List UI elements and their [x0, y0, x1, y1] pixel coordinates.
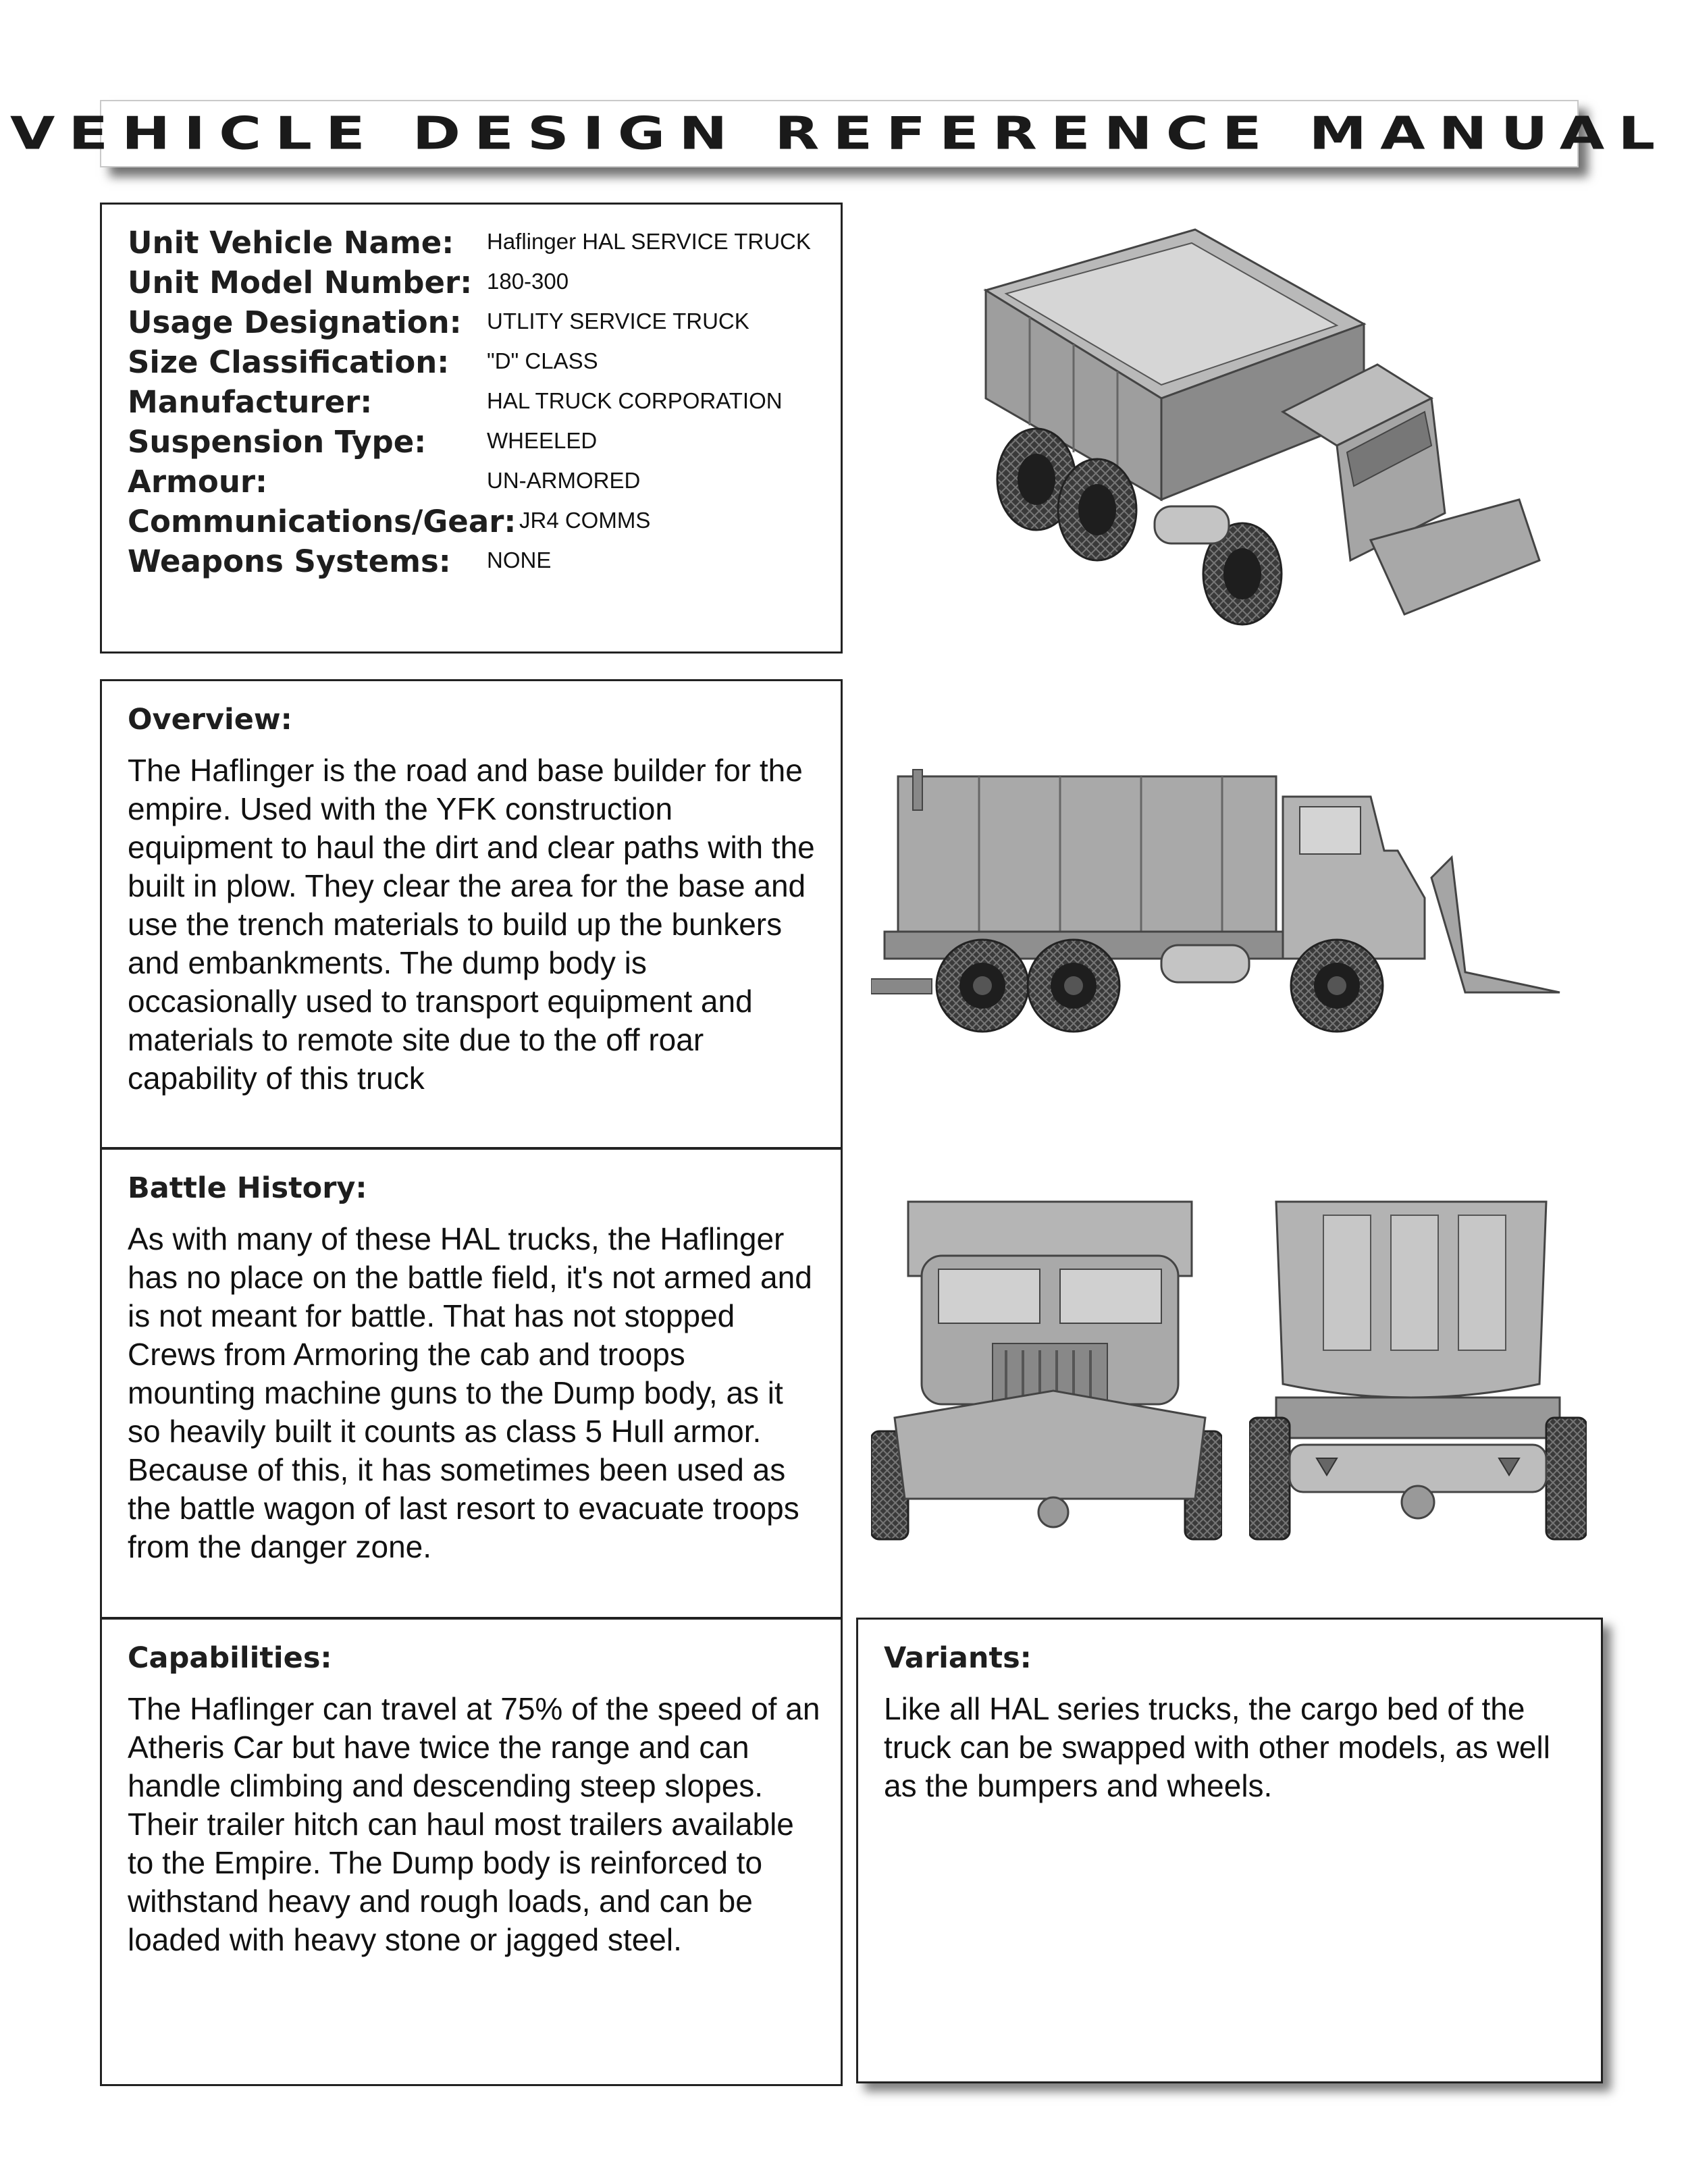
truck-isometric-illustration: [959, 223, 1553, 641]
battle-history-text: As with many of these HAL trucks, the Haflinger has no place on the battle field, it's not armed and is not meant for battle. That has not stopped Crews from Armoring the cab and troops mounting machine guns to the Dump body, as it so heavily built it counts as class 5 Hull armor. Because of this, it has sometimes been used as the battle wagon of last resort to evacuate troops from the danger zone.: [128, 1221, 812, 1564]
truck-side-view-illustration: [871, 756, 1587, 1046]
spec-value: UTLITY SERVICE TRUCK: [487, 309, 749, 334]
spec-value: WHEELED: [487, 428, 598, 453]
spec-value: JR4 COMMS: [519, 508, 651, 533]
page-title: VEHICLE DESIGN REFERENCE MANUAL: [9, 107, 1669, 160]
spec-label: Usage Designation:: [128, 304, 462, 340]
capabilities-text: The Haflinger can travel at 75% of the speed of an Atheris Car but have twice the range and can handle climbing and descending steep slopes. Their trailer hitch can haul most trailers available to the Empire. The Dump body is reinforced to withstand heavy and rough loads, and can be loaded with heavy stone or jagged steel.: [128, 1691, 820, 1957]
spec-value: HAL TRUCK CORPORATION: [487, 388, 783, 413]
battle-history-heading: Battle History:: [128, 1171, 367, 1205]
spec-value: UN-ARMORED: [487, 468, 641, 493]
spec-value: NONE: [487, 548, 552, 572]
spec-label: Armour:: [128, 464, 268, 500]
variants-heading: Variants:: [884, 1641, 1032, 1675]
specs-box: [100, 203, 843, 654]
overview-box: [100, 679, 843, 1149]
capabilities-heading: Capabilities:: [128, 1641, 332, 1675]
spec-value: "D" CLASS: [487, 348, 598, 373]
spec-label: Unit Model Number:: [128, 265, 473, 300]
spec-value: 180-300: [487, 269, 569, 294]
title-banner: [9, 100, 1669, 167]
truck-rear-view-illustration: [1249, 1195, 1587, 1546]
spec-label: Communications/Gear:: [128, 504, 517, 539]
overview-text: The Haflinger is the road and base builder for the empire. Used with the YFK construction equipment to haul the dirt and clear paths with the built in plow. They clear the area for the base and use the trench materials to build up the bunkers and embankments. The dump body is occasionally used to transport equipment and materials to remote site due to the off roar capability of this truck: [128, 753, 815, 1096]
spec-label: Size Classification:: [128, 344, 450, 380]
capabilities-box: [100, 1618, 843, 2086]
variants-text: Like all HAL series trucks, the cargo bed of the truck can be swapped with other models, as well as the bumpers and wheels.: [884, 1691, 1550, 1803]
battle-history-box: [100, 1148, 843, 1619]
overview-heading: Overview:: [128, 703, 292, 737]
spec-value: Haflinger HAL SERVICE TRUCK: [487, 229, 811, 254]
variants-box: [856, 1618, 1603, 2083]
spec-label: Weapons Systems:: [128, 543, 451, 579]
spec-label: Unit Vehicle Name:: [128, 225, 454, 261]
spec-label: Manufacturer:: [128, 384, 373, 420]
spec-label: Suspension Type:: [128, 424, 427, 460]
truck-front-view-illustration: [871, 1195, 1222, 1546]
